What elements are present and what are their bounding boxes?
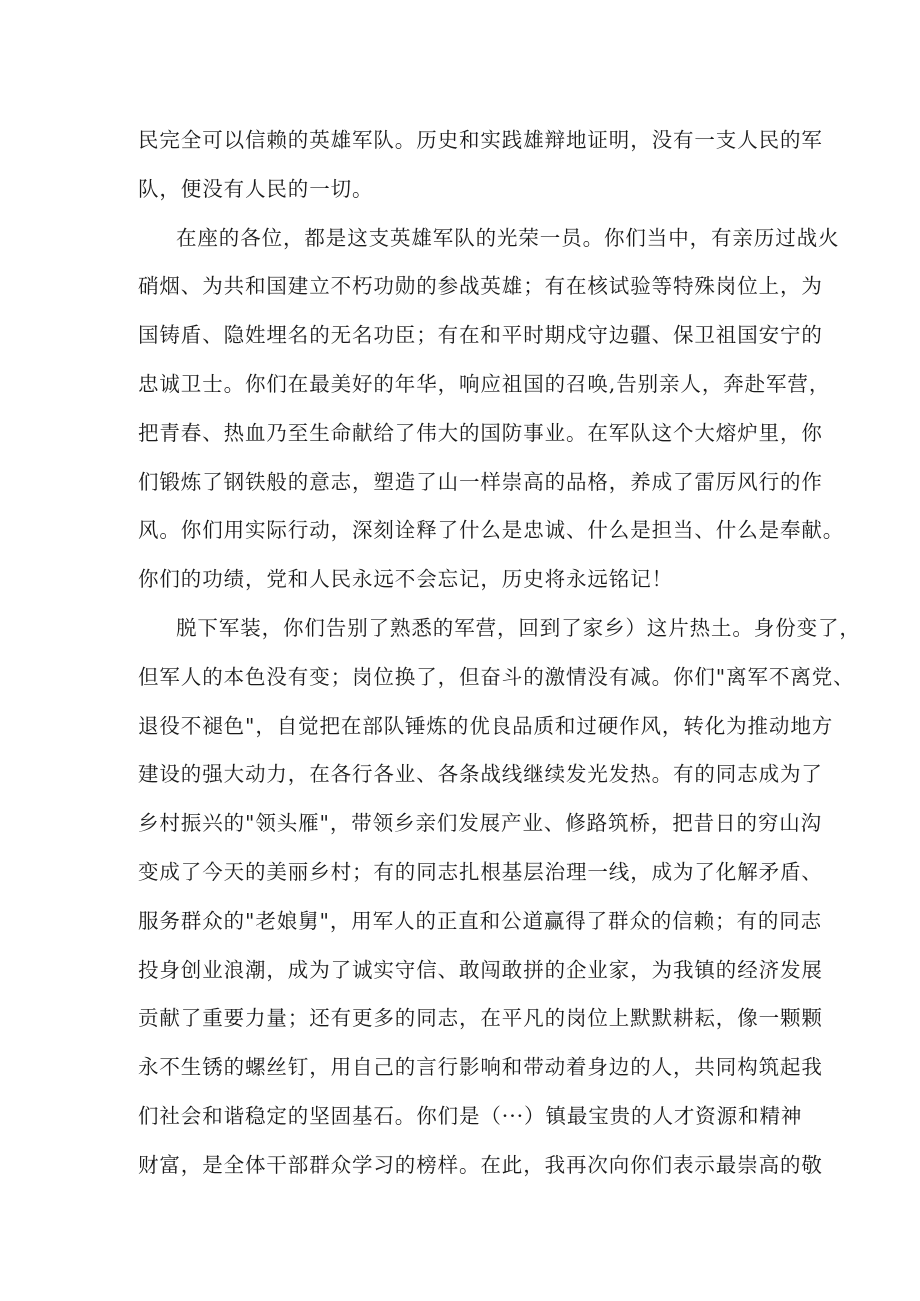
text-line: 你们的功绩，党和人民永远不会忘记，历史将永远铭记！: [138, 567, 673, 592]
paragraph: [138, 214, 845, 604]
text-line: 投身创业浪潮，成为了诚实守信、敢闯敢拼的企业家，为我镇的经济发展: [138, 957, 823, 982]
text-line: 队，便没有人民的一切。: [138, 176, 374, 201]
paragraph: [138, 116, 823, 214]
text-line: 脱下军装，你们告别了熟悉的军营，回到了家乡）这片热土。身份变了，: [176, 615, 861, 640]
text-line: 风。你们用实际行动，深刻诠释了什么是忠诚、什么是担当、什么是奉献。: [138, 518, 845, 543]
text-line: 在座的各位，都是这支英雄军队的光荣一员。你们当中，有亲历过战火: [176, 225, 840, 250]
text-line: 硝烟、为共和国建立不朽功勋的参战英雄；有在核试验等特殊岗位上，为: [138, 274, 823, 299]
text-line: 把青春、热血乃至生命献给了伟大的国防事业。在军队这个大熔炉里，你: [138, 420, 823, 445]
text-line: 服务群众的"老娘舅"，用军人的正直和公道赢得了群众的信赖；有的同志: [138, 908, 823, 933]
text-line: 财富，是全体干部群众学习的榜样。在此，我再次向你们表示最崇高的敬: [138, 1152, 823, 1177]
text-line: 但军人的本色没有变；岗位换了，但奋斗的激情没有减。你们"离军不离党、: [138, 664, 855, 689]
text-line: 贡献了重要力量；还有更多的同志，在平凡的岗位上默默耕耘，像一颗颗: [138, 1006, 823, 1031]
text-line: 国铸盾、隐姓埋名的无名功臣；有在和平时期戍守边疆、保卫祖国安宁的: [138, 323, 823, 348]
text-line: 变成了今天的美丽乡村；有的同志扎根基层治理一线，成为了化解矛盾、: [138, 859, 823, 884]
document-body: [138, 116, 861, 1190]
text-line: 永不生锈的螺丝钉，用自己的言行影响和带动着身边的人，共同构筑起我: [138, 1055, 823, 1080]
text-line: 们社会和谐稳定的坚固基石。你们是（···）镇最宝贵的人才资源和精神: [138, 1103, 803, 1128]
text-line: 退役不褪色"，自觉把在部队锤炼的优良品质和过硬作风，转化为推动地方: [138, 713, 834, 738]
text-line: 民完全可以信赖的英雄军队。历史和实践雄辩地证明，没有一支人民的军: [138, 128, 823, 152]
text-line: 乡村振兴的"领头雁"，带领乡亲们发展产业、修路筑桥，把昔日的穷山沟: [138, 811, 823, 836]
text-line: 建设的强大动力，在各行各业、各条战线继续发光发热。有的同志成为了: [138, 762, 823, 787]
text-line: 们锻炼了钢铁般的意志，塑造了山一样崇高的品格，养成了雷厉风行的作: [138, 469, 823, 494]
text-line: 忠诚卫士。你们在最美好的年华，响应祖国的召唤,告别亲人，奔赴军营，: [138, 371, 831, 396]
paragraph: [138, 604, 861, 1190]
